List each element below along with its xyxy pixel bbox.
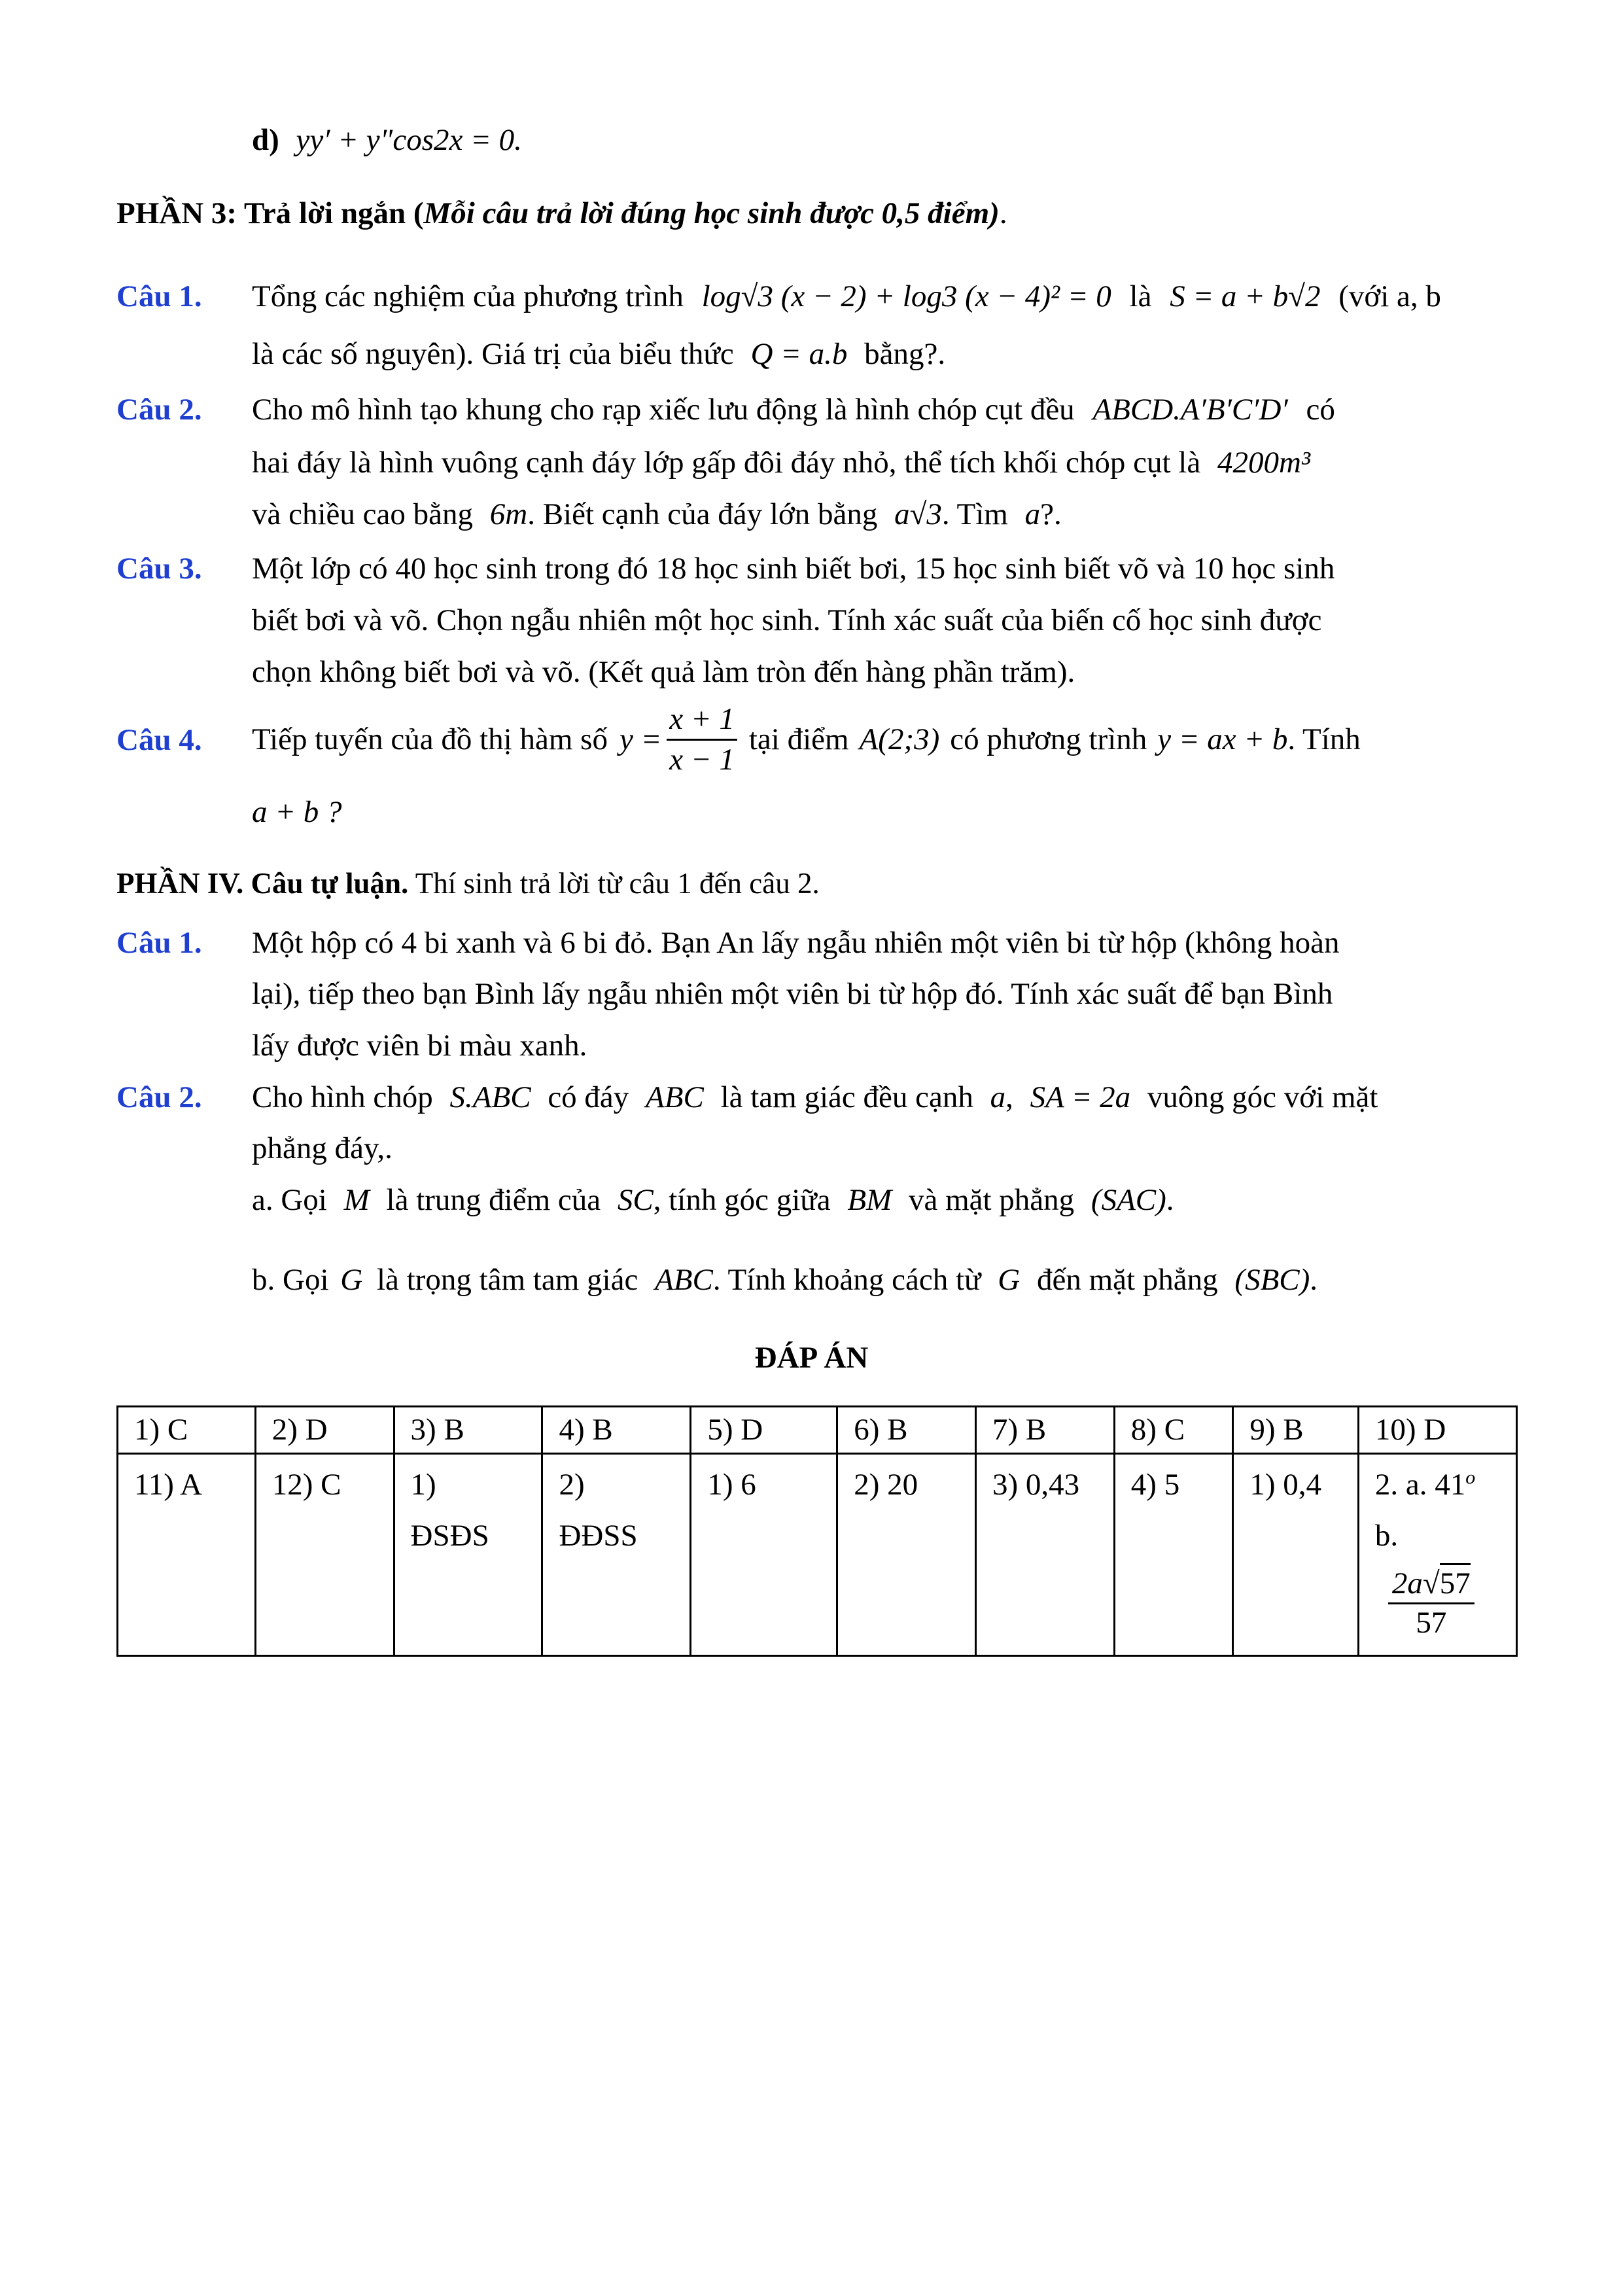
p3-q2-line2 [252,444,1310,481]
p4-q1-label: Câu 1. [116,926,202,960]
answer-cell [1114,1454,1233,1656]
p4-q2-part-b [252,1262,1318,1298]
p3-q1-end: (với a, b [1338,279,1441,313]
p3-q4-tangent-eq: y = ax + b [1157,722,1288,756]
essay-fraction-denominator: 57 [1416,1605,1447,1640]
p4-q2-a-sc: SC [617,1183,654,1217]
answer-cell: 7) B [976,1407,1115,1454]
p3-q4-compute: . Tính [1287,722,1361,756]
answer-cell [118,1454,256,1656]
answer-cell: 10) D [1358,1407,1516,1454]
p3-q2-line3c: . Tìm [941,497,1008,531]
essay-answer-b-label: b. [1374,1518,1399,1553]
p4-q2-l1e: vuông góc với mặt [1147,1080,1378,1114]
p4-q2-a-end: . [1166,1183,1174,1217]
p3-q2-line3d: ?. [1040,497,1062,531]
answer-table [116,1405,1518,1657]
answer-cell-line: ĐSĐS [410,1518,489,1553]
answer-cell [255,1454,394,1656]
p3-q4-function-fraction [667,700,737,779]
p3-q2-text: Cho mô hình tạo khung cho rạp xiếc lưu động là hình chóp cụt đều [252,393,1075,427]
answer-cell-line: 3) 0,43 [992,1468,1080,1502]
p3-q2-volume: 4200m³ [1217,446,1310,480]
answer-cell-line: 1) 0,4 [1249,1468,1321,1502]
part4-heading-rest: Thí sinh trả lời từ câu 1 đến câu 2. [415,867,820,900]
p4-q2-l1c: là tam giác đều cạnh [720,1080,973,1114]
p4-q2-b-abc: ABC [655,1263,713,1297]
p4-q2-a-l3d: và mặt phẳng [908,1183,1075,1217]
p3-q2-frustum: ABCD.A′B′C′D′ [1092,393,1288,427]
p4-q2-line1 [252,1079,1378,1116]
essay-fraction-radicand: 57 [1440,1563,1471,1600]
p4-q2-b-l4c: . Tính khoảng cách từ [712,1263,981,1297]
answer-cell-line: 1) 6 [707,1468,756,1502]
essay-fraction-numerator: 2a√57 [1388,1565,1475,1604]
answer-cell-line: 1) [410,1468,436,1502]
p4-q1-line3: lấy được viên bi màu xanh. [252,1029,587,1063]
p4-q2-b-g2: G [998,1263,1021,1297]
answer-cell: 1) C [118,1407,256,1454]
p4-q2-b-l4a: b. Gọi [252,1263,329,1297]
p4-q2-sa: SA = 2a [1030,1080,1131,1114]
p4-q2-a-bm: BM [847,1183,892,1217]
p4-q2-l1b: có đáy [548,1080,629,1114]
p3-q3-line3: chọn không biết bơi và võ. (Kết quả làm tròn đến hàng phần trăm). [252,655,1075,689]
answer-cell [394,1454,542,1656]
p3-q2-line3b: . Biết cạnh của đáy lớn bằng [527,497,878,531]
p3-q1-q-expr: Q = a.b [750,337,848,371]
p3-q1-equation: log√3 (x − 2) + log3 (x − 4)² = 0 [701,279,1111,313]
p3-q2-edge: a√3 [894,497,942,531]
p3-q2-var-a: a [1024,497,1041,531]
answer-cell-line: ĐĐSS [559,1518,638,1553]
answer-cell-essay [1358,1454,1516,1656]
answer-cell: 6) B [837,1407,976,1454]
p3-q4-text: Tiếp tuyến của đồ thị hàm số [252,722,608,756]
part3-heading-end: . [999,196,1007,230]
p4-q2-part-a [252,1182,1174,1218]
essay-distance-fraction [1388,1565,1475,1641]
answer-cell [542,1454,691,1656]
p4-q2-a-l3c: , tính góc giữa [653,1183,831,1217]
p4-q2-b-plane: (SBC) [1234,1263,1310,1297]
answer-cell [691,1454,837,1656]
p3-q4-at-point: tại điểm [748,722,849,756]
answer-cell [1233,1454,1359,1656]
answer-cell-line: 4) 5 [1130,1468,1180,1502]
essay-angle: 2. a. 41 [1374,1468,1466,1502]
p3-q1-text: Tổng các nghiệm của phương trình [252,279,684,313]
answer-cell: 8) C [1114,1407,1233,1454]
part3-heading-bold: PHẦN 3: Trả lời ngắn ( [116,196,424,230]
answer-cell-line: 12) C [271,1468,341,1502]
option-d-expression: yy′ + y"cos2x = 0. [296,123,522,157]
p3-q1-line2 [252,336,945,372]
p3-q1-sum-expr: S = a + b√2 [1170,279,1321,313]
p3-q4-line1 [252,700,1361,779]
answer-cell-line: 2) 20 [854,1468,918,1502]
p4-q1-line2: lại), tiếp theo bạn Bình lấy ngẫu nhiên một viên bi từ hộp đó. Tính xác suất để bạn Bình [252,977,1333,1011]
p3-q4-point: A(2;3) [859,722,940,756]
answer-cell: 2) D [255,1407,394,1454]
part4-heading-bold: PHẦN IV. Câu tự luận. [116,867,409,900]
p4-q2-b-end: . [1310,1263,1318,1297]
p3-q2-height: 6m [489,497,528,531]
p4-q2-b-g: G [340,1263,363,1297]
p3-q2-line2-text: hai đáy là hình vuông cạnh đáy lớp gấp đôi đáy nhỏ, thể tích khối chóp cụt là [252,446,1201,480]
p4-q2-side: a [990,1080,1006,1114]
p4-q2-b-l4d: đến mặt phẳng [1036,1263,1218,1297]
p3-q1-line2-end: bằng?. [864,337,946,371]
part3-heading-italic: Mỗi câu trả lời đúng học sinh được 0,5 điểm) [423,196,1000,230]
answer-cell-line: 2) [559,1468,585,1502]
p3-q2-line3 [252,496,1062,533]
p4-q2-base: ABC [646,1080,704,1114]
answer-cell: 3) B [394,1407,542,1454]
option-d-label: d) [252,123,279,157]
p4-q2-b-l4b: là trọng tâm tam giác [376,1263,638,1297]
essay-fraction-coef: 2a [1391,1566,1423,1601]
p4-q2-a-plane: (SAC) [1091,1183,1166,1217]
p4-q2-line2: phẳng đáy,. [252,1131,393,1165]
p3-q1-line1 [252,278,1441,315]
p3-q2-end: có [1306,393,1335,427]
p4-q2-l1a: Cho hình chóp [252,1080,433,1114]
p4-q1-line1: Một hộp có 4 bi xanh và 6 bi đỏ. Bạn An lấy ngẫu nhiên một viên bi từ hộp (không hoàn [252,926,1340,960]
essay-answer-a [1375,1460,1507,1511]
p3-q1-line2-text: là các số nguyên). Giá trị của biểu thức [252,337,734,371]
answer-cell: 5) D [691,1407,837,1454]
answer-cell: 4) B [542,1407,691,1454]
degree-sign: o [1465,1466,1476,1489]
answer-key-title: ĐÁP ÁN [754,1341,869,1375]
p4-q2-l1d: , [1005,1080,1013,1114]
p4-q2-pyramid: S.ABC [449,1080,531,1114]
p3-q2-line1 [252,391,1335,428]
p3-q4-has-equation: có phương trình [950,722,1147,756]
p3-q1-label: Câu 1. [116,279,202,313]
p3-q1-mid: là [1129,279,1152,313]
p3-q3-line2: biết bơi và võ. Chọn ngẫu nhiên một học sinh. Tính xác suất của biến cố học sinh được [252,603,1322,637]
answer-cell: 9) B [1233,1407,1359,1454]
p3-q2-label: Câu 2. [116,393,202,427]
p4-q2-a-l3b: là trung điểm của [386,1183,601,1217]
answer-cell [837,1454,976,1656]
p3-q2-line3a: và chiều cao bằng [252,497,473,531]
answer-row-2 [118,1454,1517,1656]
part4-heading [116,866,820,901]
part3-heading [116,195,1007,232]
p4-q2-a-m: M [343,1183,370,1217]
p3-q4-line2: a + b ? [252,795,342,829]
answer-row-1 [118,1407,1517,1454]
answer-cell-line: 11) A [134,1468,203,1502]
p3-q4-y-equals: y = [619,722,662,756]
p4-q2-a-l3a: a. Gọi [252,1183,327,1217]
p4-q2-label: Câu 2. [116,1080,202,1114]
answer-cell [976,1454,1115,1656]
p3-q3-label: Câu 3. [116,552,202,586]
p3-q4-denominator: x − 1 [669,742,735,777]
p3-q3-line1: Một lớp có 40 học sinh trong đó 18 học sinh biết bơi, 15 học sinh biết võ và 10 học sinh [252,552,1335,586]
p3-q4-label: Câu 4. [116,723,202,757]
p3-q4-numerator: x + 1 [667,700,737,741]
option-d [252,122,522,158]
